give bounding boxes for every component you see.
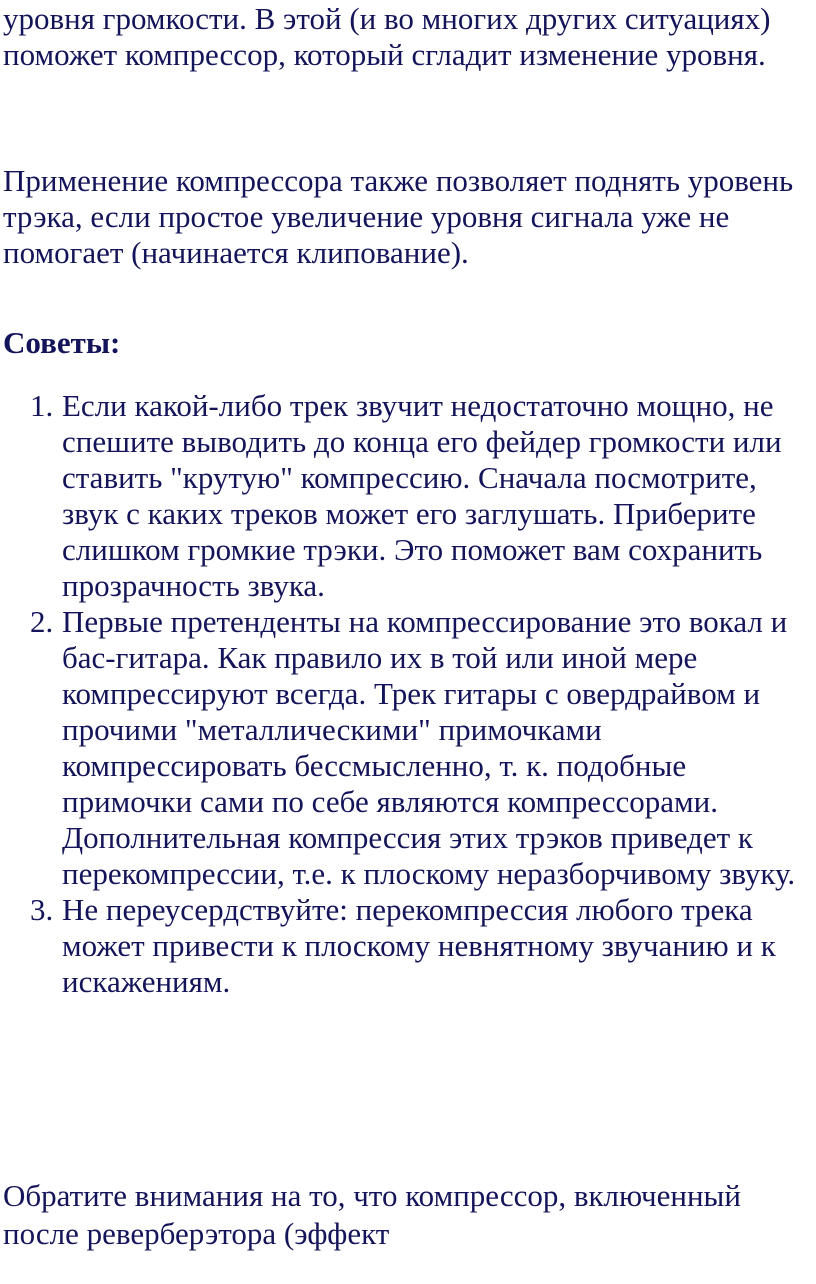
intro-paragraph: уровня громкости. В этой (и во многих других ситуациях) поможет компрессор, который сгладит изменение уровня. xyxy=(3,1,771,72)
list-item-text: Если какой-либо трек звучит недостаточно мощно, не спешите выводить до конца его фейдер громкости или ставить "крутую" компрессию. Сначала посмотрите, звук с каких треков может его заглушать. Приберите слишком громкие трэки. Это поможет вам сохранить прозрачность звука. xyxy=(62,388,782,603)
tips-list xyxy=(0,388,816,1000)
list-item-number: 3. xyxy=(30,892,54,927)
list-item xyxy=(0,892,816,1000)
list-item xyxy=(0,604,816,892)
list-item-number: 1. xyxy=(30,388,54,423)
tips-heading: Советы: xyxy=(3,325,121,360)
list-item-text: Не переусердствуйте: перекомпрессия любого трека может привести к плоскому невнятному звучанию и к искажениям. xyxy=(62,892,776,999)
compressor-paragraph: Применение компрессора также позволяет поднять уровень трэка, если простое увеличение уровня сигнала уже не помогает (начинается клипование). xyxy=(3,163,794,270)
list-item-number: 2. xyxy=(30,604,54,639)
closing-paragraph: Обратите внимания на то, что компрессор, включенный после реверберэтора (эффект xyxy=(3,1178,741,1251)
list-item-text: Первые претенденты на компрессирование это вокал и бас-гитара. Как правило их в той или иной мере компрессируют всегда. Трек гитары с овердрайвом и прочими "металлическими" примочками компрессировать бессмысленно, т. к. подобные примочки сами по себе являются компрессорами. Дополнительная компрессия этих трэков приведет к перекомпрессии, т.е. к плоскому неразборчивому звуку. xyxy=(62,604,796,891)
list-item xyxy=(0,388,816,604)
